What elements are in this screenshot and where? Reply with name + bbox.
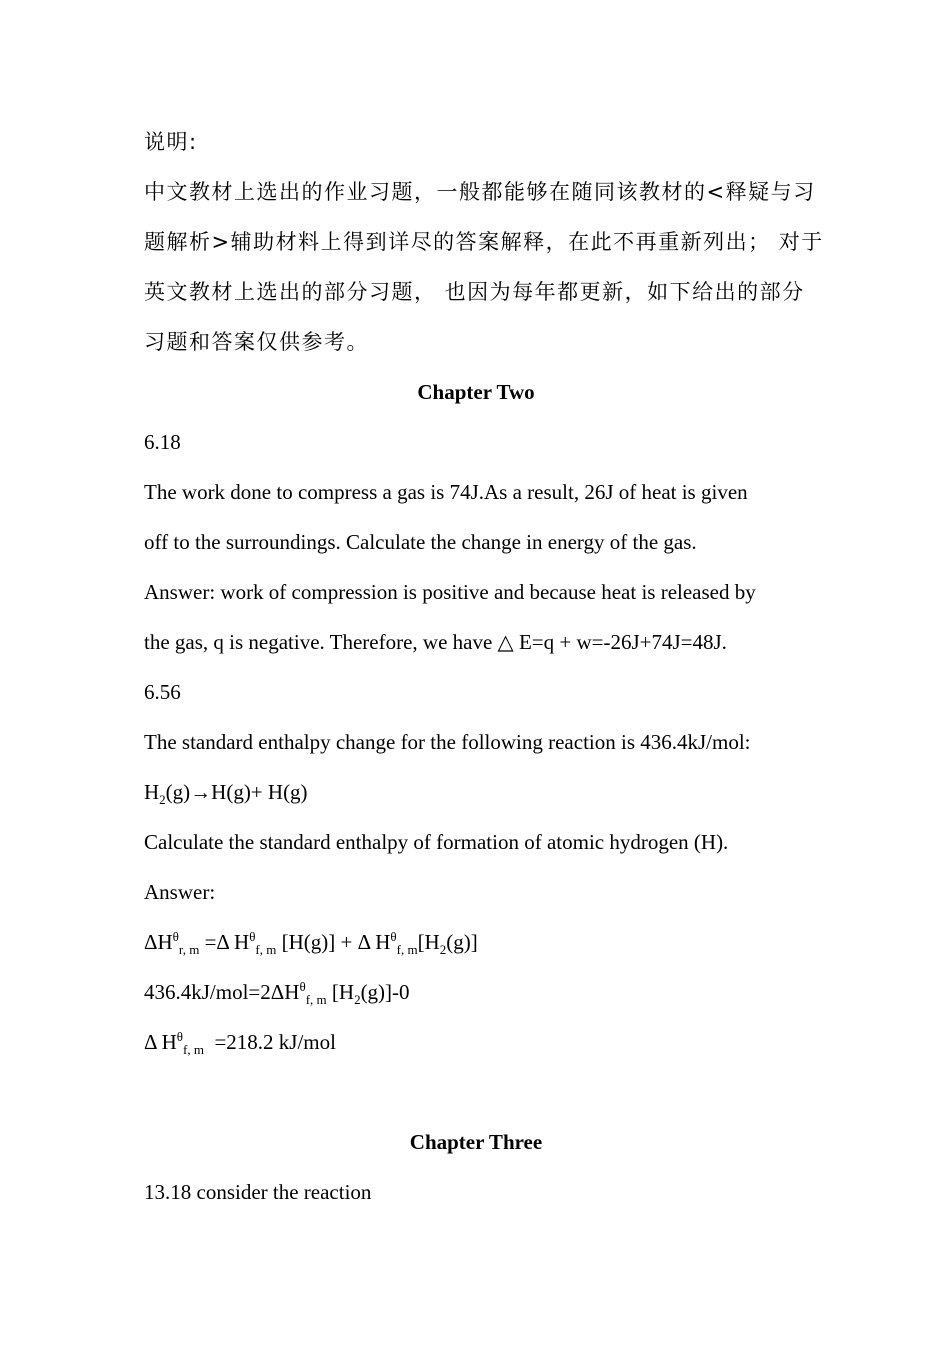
eq1-theta-3: θ [390,929,397,944]
reaction-equation [144,778,814,806]
intro-title: 说明: [144,130,198,154]
eq1-c: [H(g)] + Δ H [276,930,391,954]
intro-line-1: 中文教材上选出的作业习题，一般都能够在随同该教材的<释疑与习 [144,180,816,204]
task-6-56: Calculate the standard enthalpy of formation of atomic hydrogen (H). [144,830,729,854]
intro-line-3: 英文教材上选出的部分习题， 也因为每年都更新，如下给出的部分 [144,280,805,304]
eq1-sub-fm: f, m [255,942,277,958]
eq3-sub-fm: f, m [183,1042,204,1058]
eq2-c: (g)]-0 [360,980,410,1004]
eq2-b: [H [326,980,355,1004]
equation-3 [144,1028,814,1056]
problem-number-6-56: 6.56 [144,680,181,704]
eq1-sub-fm-2: f, m [396,942,418,958]
eq2-theta: θ [299,979,306,994]
eq3-theta: θ [176,1029,183,1044]
chapter-two-heading: Chapter Two [417,380,535,404]
eq1-a: ΔH [144,930,173,954]
eq1-d: [H [417,930,440,954]
reaction-subscript: 2 [159,792,166,808]
eq1-sub-rm: r, m [178,942,200,958]
question-line-1: The work done to compress a gas is 74J.As a result, 26J of heat is given [144,480,748,504]
intro-line-2: 题解析>辅助材料上得到详尽的答案解释，在此不再重新列出； 对于 [144,230,824,254]
eq1-two: 2 [439,942,447,958]
eq2-a: 436.4kJ/mol=2ΔH [144,980,300,1004]
eq1-theta-2: θ [249,929,256,944]
reaction-rest: (g)→H(g)+ H(g) [165,780,308,804]
eq1-b: =Δ H [199,930,250,954]
eq2-two: 2 [354,992,361,1008]
chapter-three-heading: Chapter Three [409,1130,543,1154]
question-6-56: The standard enthalpy change for the following reaction is 436.4kJ/mol: [144,730,751,754]
eq3-a: Δ H [144,1030,177,1054]
problem-13-18: 13.18 consider the reaction [144,1180,372,1204]
eq2-sub-fm: f, m [305,992,327,1008]
reaction-h: H [144,780,160,804]
eq3-b: =218.2 kJ/mol [203,1030,336,1054]
intro-line-4: 习题和答案仅供参考。 [144,330,369,354]
problem-number-6-18: 6.18 [144,430,181,454]
question-line-2: off to the surroundings. Calculate the change in energy of the gas. [144,530,697,554]
answer-line-2: the gas, q is negative. Therefore, we have △ E=q + w=-26J+74J=48J. [144,630,727,654]
equation-2 [144,978,814,1006]
answer-label: Answer: [144,880,216,904]
eq1-theta: θ [172,929,179,944]
answer-line-1: Answer: work of compression is positive and because heat is released by [144,580,756,604]
equation-1 [144,928,814,956]
eq1-e: (g)] [446,930,478,954]
